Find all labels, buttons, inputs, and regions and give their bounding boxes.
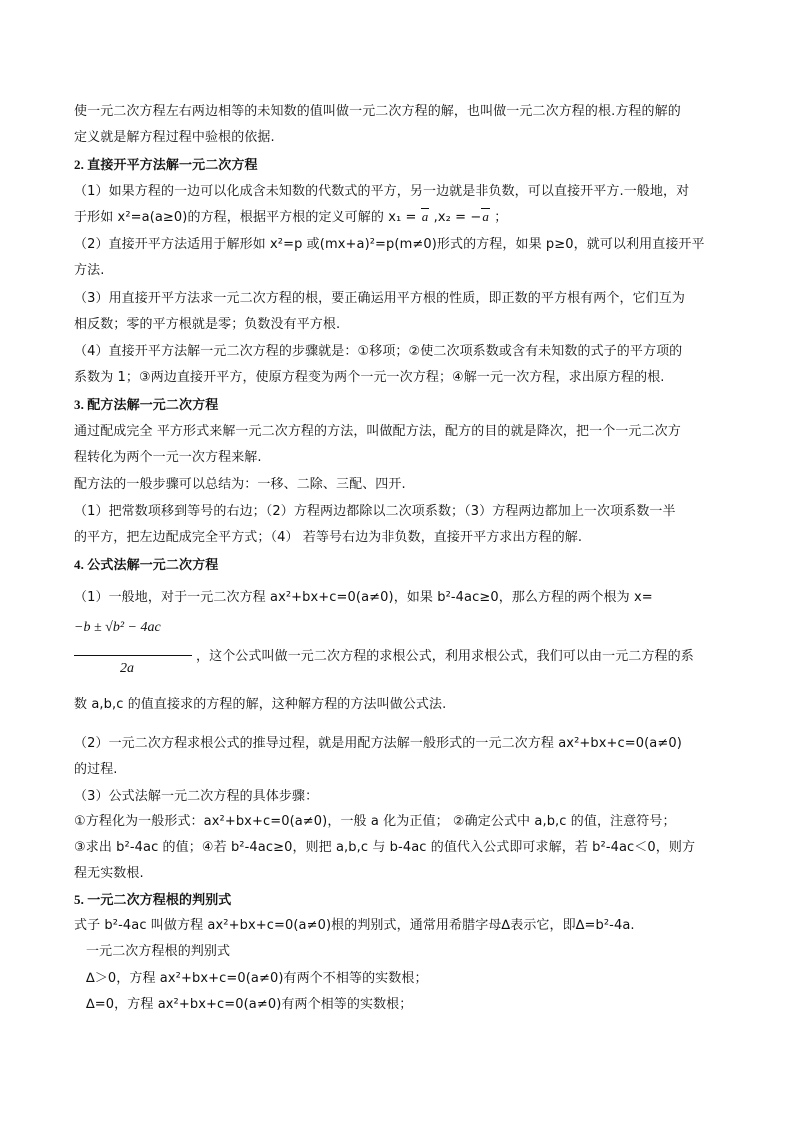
section-heading: 5. 一元二次方程根的判别式 bbox=[74, 892, 232, 907]
text-line: ，这个公式叫做一元二次方程的求根公式，利用求根公式，我们可以由一元二方程的系 bbox=[196, 649, 694, 664]
text-line: ①方程化为一般形式：ax²+bx+c=0(a≠0)，一般 a 化为正值； ②确定公式中 a,b,c 的值，注意符号； bbox=[74, 814, 676, 829]
formula-denominator: 2a bbox=[120, 661, 134, 676]
text-line: （1）把常数项移到等号的右边；（2）方程两边都除以二次项系数；（3）方程两边都加上一次项系数一半 bbox=[74, 504, 676, 519]
text-line: 程转化为两个一元一次方程来解. bbox=[74, 450, 262, 465]
text-line: 的平方，把左边配成完全平方式；（4） 若等号右边为非负数，直接开平方求出方程的解. bbox=[74, 530, 583, 545]
text-line: （3）公式法解一元二次方程的具体步骤： bbox=[74, 789, 319, 804]
section-heading: 3. 配方法解一元二次方程 bbox=[74, 397, 219, 412]
text-line: 程无实数根. bbox=[74, 866, 144, 881]
text-line: ∆＞0，方程 ax²+bx+c=0(a≠0)有两个不相等的实数根； bbox=[86, 971, 428, 986]
text-line: 定义就是解方程过程中验根的依据. bbox=[74, 130, 275, 145]
text-line: ③求出 b²-4ac 的值；④若 b²-4ac≥0，则把 a,b,c 与 b-4ac 的值代入公式即可求解，若 b²-4ac＜0，则方 bbox=[74, 840, 696, 855]
text-line: 方法. bbox=[74, 263, 105, 278]
section-heading: 4. 公式法解一元二次方程 bbox=[74, 557, 219, 572]
text-line: 数 a,b,c 的值直接求的方程的解，这种解方程的方法叫做公式法. bbox=[74, 697, 447, 712]
text-line: （2）直接开平方法适用于解形如 x²=p 或(mx+a)²=p(m≠0)形式的方程，如果 p≥0，就可以利用直接开平 bbox=[74, 237, 705, 252]
quadratic-formula bbox=[74, 620, 192, 682]
section-heading: 2. 直接开平方法解一元二次方程 bbox=[74, 157, 258, 172]
text-line: 式子 b²-4ac 叫做方程 ax²+bx+c=0(a≠0)根的判别式，通常用希腊字母∆表示它，即∆=b²-4a. bbox=[74, 918, 635, 933]
text-line: ∆=0，方程 ax²+bx+c=0(a≠0)有两个相等的实数根； bbox=[86, 997, 413, 1012]
text-line: 相反数；零的平方根就是零；负数没有平方根. bbox=[74, 317, 341, 332]
formula-numerator: −b ± √b² − 4ac bbox=[74, 620, 161, 635]
text-line: 通过配成完全 平方形式来解一元二次方程的方法，叫做配方法，配方的目的就是降次，把一个一元二次方 bbox=[74, 424, 681, 439]
text-line: 系数为 1；③两边直接开平方，使原方程变为两个一元一次方程；④解一元一次方程，求出原方程的根. bbox=[74, 370, 665, 385]
text-span: ,x₂ = − bbox=[429, 210, 482, 225]
text-line: （4）直接开平方法解一元二次方程的步骤就是：①移项；②使二次项系数或含有未知数的式子的平方项的 bbox=[74, 344, 683, 359]
text-span: 于形如 x²=a(a≥0)的方程，根据平方根的定义可解的 x₁ = bbox=[74, 210, 421, 225]
text-line bbox=[74, 208, 726, 227]
fraction-bar bbox=[74, 655, 192, 656]
text-line: （2）一元二次方程求根公式的推导过程，就是用配方法解一般形式的一元二次方程 ax²+bx+c=0(a≠0) bbox=[74, 736, 682, 751]
text-line: 的过程. bbox=[74, 762, 118, 777]
text-span: ； bbox=[490, 210, 508, 225]
text-line: 一元二次方程根的判别式 bbox=[86, 944, 231, 959]
text-line: 配方法的一般步骤可以总结为：一移、二除、三配、四开. bbox=[74, 477, 406, 492]
text-line: （3）用直接开平方法求一元二次方程的根，要正确运用平方根的性质，即正数的平方根有两个，它们互为 bbox=[74, 291, 685, 306]
sqrt-a: a bbox=[421, 209, 429, 224]
text-line: （1）如果方程的一边可以化成含未知数的代数式的平方，另一边就是非负数，可以直接开平方.一般地，对 bbox=[74, 184, 690, 199]
text-line: 使一元二次方程左右两边相等的未知数的值叫做一元二次方程的解，也叫做一元二次方程的根.方程的解的 bbox=[74, 104, 681, 119]
text-line: （1）一般地，对于一元二次方程 ax²+bx+c=0(a≠0)，如果 b²-4ac≥0，那么方程的两个根为 x= bbox=[74, 590, 653, 605]
sqrt-a: a bbox=[482, 209, 490, 224]
